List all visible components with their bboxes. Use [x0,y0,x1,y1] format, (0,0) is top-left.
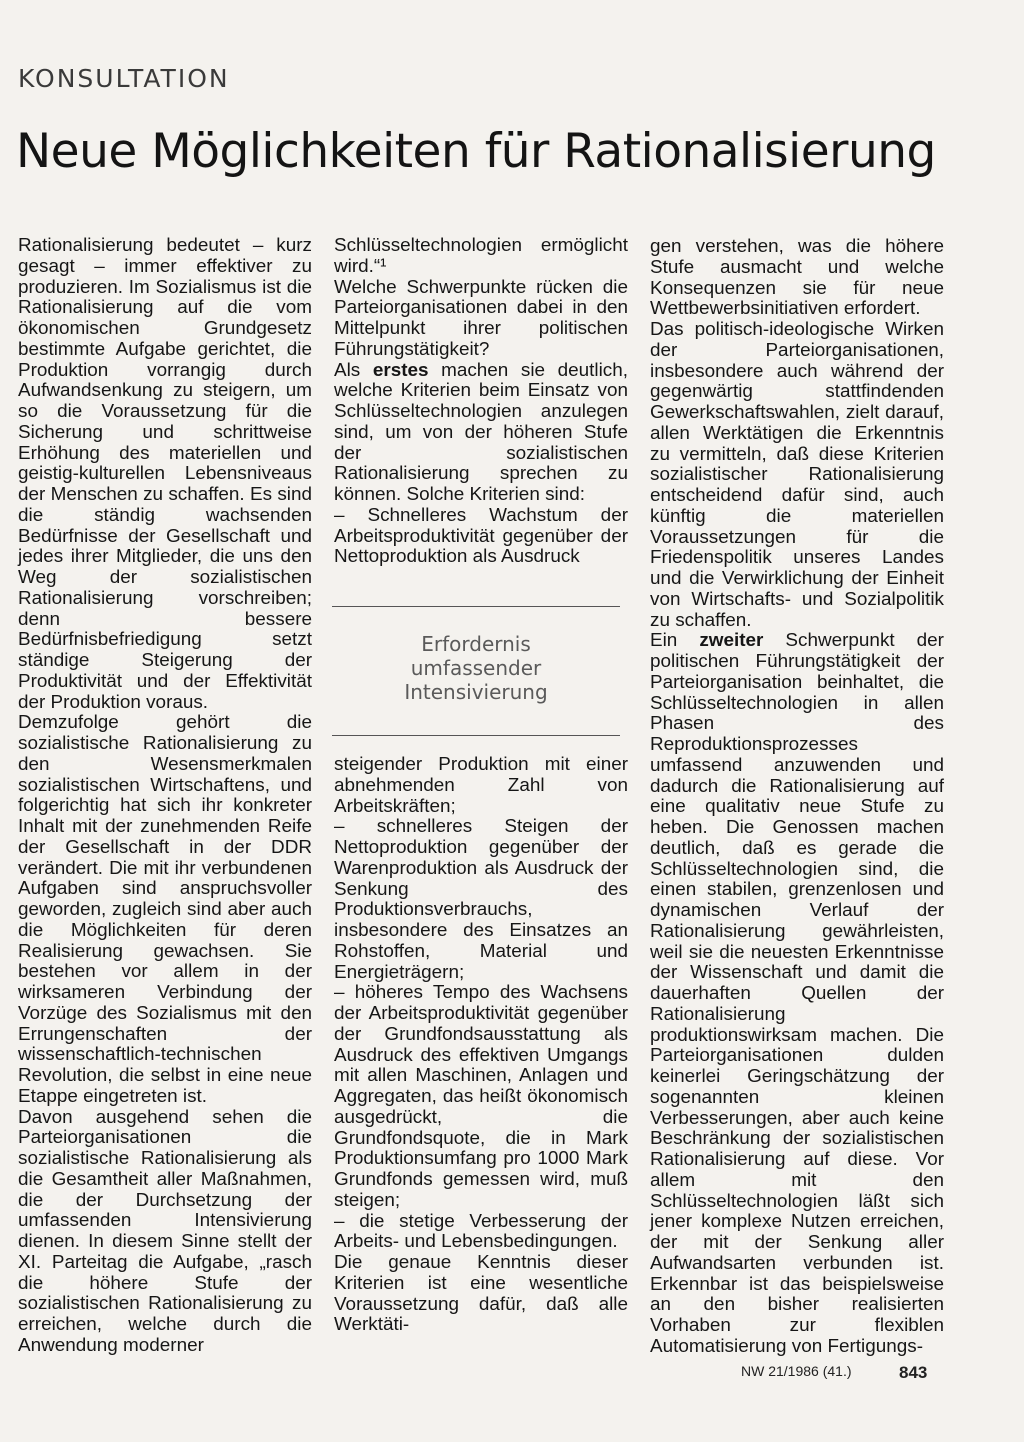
paragraph: Schlüsseltechnologien ermöglicht wird.“¹ [334,235,628,277]
paragraph: – Schnelleres Wachstum der Arbeitsproduktivität gegenüber der Nettoproduktion als Ausdruck [334,504,628,568]
subhead-divider-top [332,606,620,607]
paragraph: gen verstehen, was die höhere Stufe ausmacht und welche Konsequenzen sie für neue Wettbewerbsinitiativen erfordert. [650,236,944,320]
article-column-2-top [334,236,628,568]
article-column-3 [650,237,944,1358]
paragraph: steigender Produktion mit einer abnehmenden Zahl von Arbeitskräften; [334,754,628,817]
paragraph: – schnelleres Steigen der Nettoproduktion gegenüber der Warenproduktion als Ausdruck der Senkung des Produktionsverbrauchs, insbesondere des Einsatzes an Rohstoffen, Material und Energieträgern; [334,816,628,983]
subheading-line: Erfordernis [421,632,531,656]
paragraph-text: Als [334,359,373,381]
paragraph: Die genaue Kenntnis dieser Kriterien ist eine wesentliche Voraussetzung dafür, daß alle Werktäti- [334,1252,628,1336]
paragraph: – höheres Tempo des Wachsens der Arbeitsproduktivität gegenüber der Grundfondsausstattung als Ausdruck des effektiven Umgangs mit allen Maschinen, Anlagen und Aggregaten, das heißt ökonomisch ausgedrückt, die Grundfondsquote, die in Mark Produktionsumfang pro 1000 Mark Grundfonds gemessen wird, muß steigen; [334,982,628,1211]
paragraph: – die stetige Verbesserung der Arbeits- und Lebensbedingungen. [334,1210,628,1253]
paragraph: Rationalisierung bedeutet – kurz gesagt – immer effektiver zu produzieren. Im Sozialismus ist die Rationalisierung auf die vom ökonomischen Grundgesetz bestimmte Aufgabe gerichtet, die Produktion vorrangig durch Aufwandsenkung zu steigern, um so die Voraussetzung für die Sicherung und schrittweise Erhöhung des materiellen und geistig-kulturellen Lebensniveaus der Menschen zu schaffen. Es sind die ständig wachsenden Bedürfnisse der Gesellschaft und jedes ihrer Mitglieder, die uns den Weg der sozialistischen Rationalisierung vorschreiben; denn bessere Bedürfnisbefriedigung setzt ständige Steigerung der Produktivität und der Effektivität der Produktion voraus. [18,235,312,713]
subheading-line: Intensivierung [404,680,548,704]
paragraph-text: Ein [650,630,700,652]
paragraph: Das politisch-ideologische Wirken der Parteiorganisationen, insbesondere auch während der gegenwärtig stattfindenden Gewerkschaftswahlen, zielt darauf, allen Werktätigen die Erkenntnis zu vermitteln, daß diese Kriterien sozialistischer Rationalisierung entscheidend dafür sind, auch künftig die materiellen Voraussetzungen für die Friedenspolitik unseres Landes und die Verwirklichung der Einheit von Wirtschafts- und Sozialpolitik zu schaffen. [650,319,944,631]
emphasis-text: erstes [372,359,429,381]
paragraph: Demzufolge gehört die sozialistische Rationalisierung zu den Wesensmerkmalen sozialistischen Wirtschaftens, und folgerichtig hat sich ihr konkreter Inhalt mit der zunehmenden Reife der Gesellschaft in der DDR verändert. Die mit ihr verbundenen Aufgaben sind anspruchsvoller geworden, zugleich sind aber auch die Möglichkeiten für deren Realisierung gewachsen. Sie bestehen vor allem in der wirksameren Verbindung der Vorzüge des Sozialismus mit den Errungenschaften der wissenschaftlich-technischen Revolution, die selbst in eine neue Etappe eingetreten ist. [18,712,312,1107]
subheading [332,632,620,704]
paragraph [334,361,628,506]
paragraph: Welche Schwerpunkte rücken die Parteiorganisationen dabei in den Mittelpunkt ihrer politischen Führungstätigkeit? [334,276,628,360]
subheading-line: umfassender [410,656,542,680]
paragraph-text: Schwerpunkt der politischen Führungstätigkeit der Parteiorganisation beinhaltet, die Schlüsseltechnologien in allen Phasen des Reproduktionsprozesses umfassend anzuwenden und dadurch die Rationalisierung auf eine qualitativ neue Stufe zu heben. Die Genossen machen deutlich, daß es gerade die Schlüsseltechnologien sind, die einen stabilen, grenzenlosen und dynamischen Verlauf der Rationalisierung gewährleisten, weil sie die neuesten Erkenntnisse der Wissenschaft und damit die dauerhaften Quellen der Rationalisierung produktionswirksam machen. Die Parteiorganisationen dulden keinerlei Geringschätzung der sogenannten kleinen Verbesserungen, aber auch keine Beschränkung der sozialistischen Rationalisierung auf diese. Vor allem mit den Schlüsseltechnologien läßt sich jener komplexe Nutzen erreichen, der mit der Senkung aller Aufwandsarten verbunden ist. Erkennbar ist das beispielsweise an den bisher realisierten Vorhaben zur flexiblen Automatisierung von Fertigungs- [650,630,944,1357]
article-column-1 [18,236,312,1357]
paragraph: Davon ausgehend sehen die Parteiorganisationen die sozialistische Rationalisierung als die Gesamtheit aller Maßnahmen, die der Durchsetzung der umfassenden Intensivierung dienen. In diesem Sinne stellt der XI. Parteitag die Aufgabe, „rasch die höhere Stufe der sozialistischen Rationalisierung zu erreichen, welche durch die Anwendung moderner [18,1106,312,1356]
paragraph-text: machen sie deutlich, welche Kriterien beim Einsatz von Schlüsseltechnologien anzulegen sind, um von der höheren Stufe der sozialistischen Rationalisierung sprechen zu können. Solche Kriterien sind: [334,359,628,505]
section-label: KONSULTATION [18,64,230,93]
article-title: Neue Möglichkeiten für Rationalisierung [16,124,936,179]
article-column-2-bottom [334,755,628,1336]
subhead-divider-bottom [332,735,620,736]
page-number: 843 [899,1363,928,1382]
paragraph [650,631,944,1357]
emphasis-text: zweiter [699,630,764,652]
issue-reference: NW 21/1986 (41.) [741,1363,852,1379]
